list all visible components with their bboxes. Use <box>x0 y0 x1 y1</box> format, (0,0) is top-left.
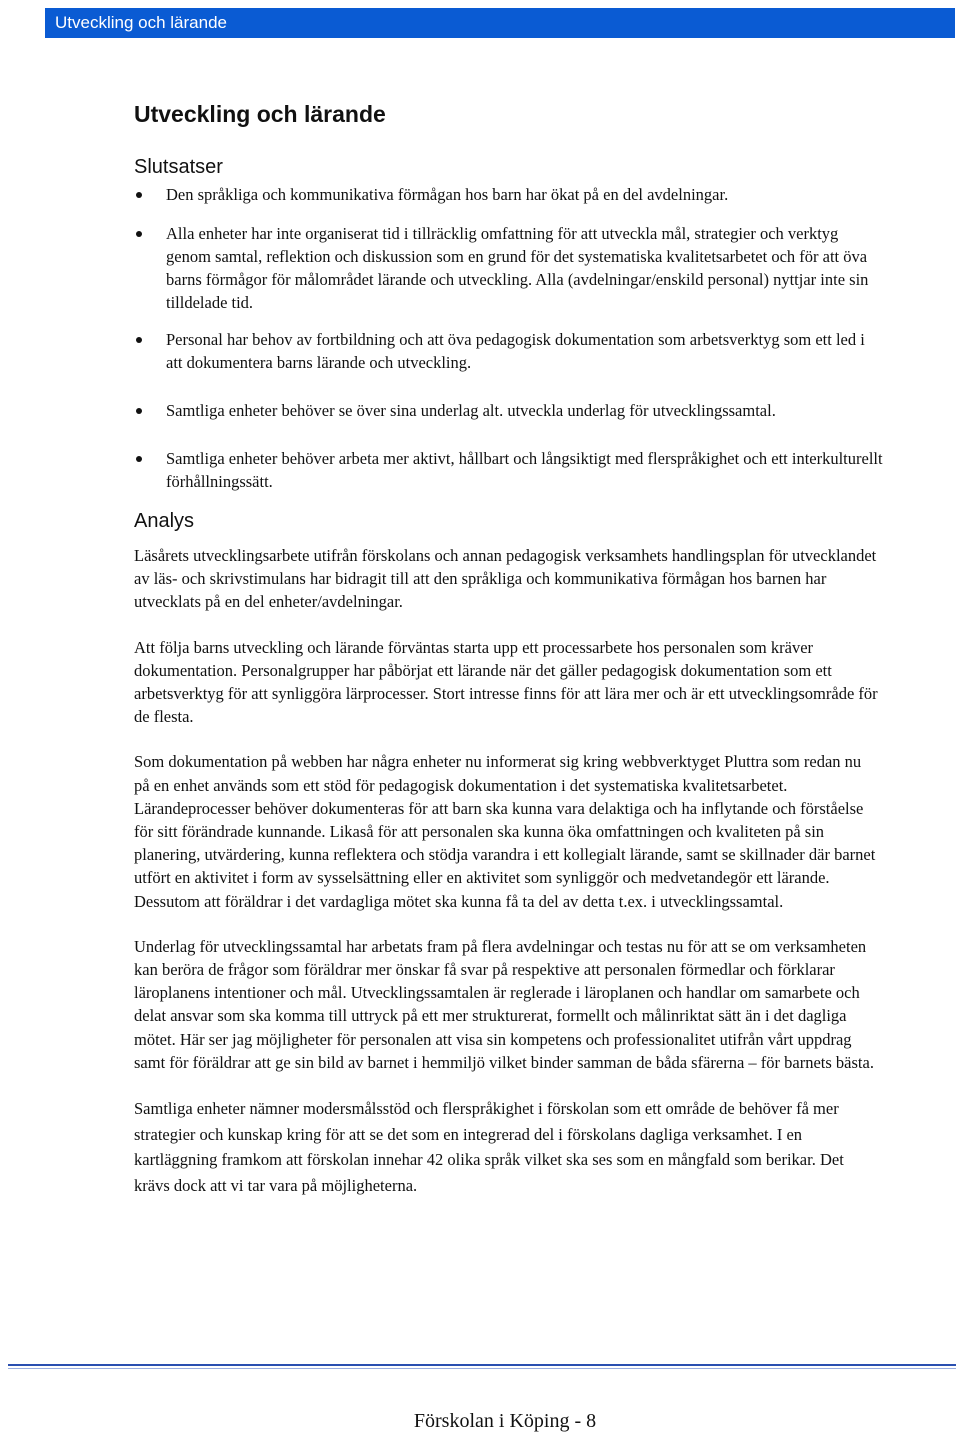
page-content <box>134 96 884 1220</box>
list-item <box>134 183 884 206</box>
list-item-text: Samtliga enheter behöver se över sina underlag alt. utveckla underlag för utvecklingssamtal. <box>166 401 776 420</box>
running-header-title: Utveckling och lärande <box>55 13 227 32</box>
footer-divider-thin <box>8 1368 956 1369</box>
conclusions-list <box>134 183 884 493</box>
list-item-text: Den språkliga och kommunikativa förmågan hos barn har ökat på en del avdelningar. <box>166 185 729 204</box>
page-title: Utveckling och lärande <box>134 101 386 127</box>
bullet-icon <box>136 192 142 198</box>
list-item <box>134 447 884 493</box>
list-item-text: Personal har behov av fortbildning och att öva pedagogisk dokumentation som arbetsverktyg som ett led i att dokumentera barns lärande och utveckling. <box>166 330 865 372</box>
list-item <box>134 399 884 422</box>
page-footer: Förskolan i Köping - 8 <box>413 1410 597 1432</box>
list-item-text: Samtliga enheter behöver arbeta mer aktivt, hållbart och långsiktigt med flerspråkighet och ett interkulturellt förhållningssätt. <box>166 449 883 491</box>
bullet-icon <box>136 456 142 462</box>
running-header <box>45 8 955 38</box>
bullet-icon <box>136 408 142 414</box>
analysis-paragraph: Lärandeprocesser behöver dokumenteras för att barn ska kunna vara delaktiga och ha inflytande och förståelse för sitt förändrade kunnande. Likaså för att personalen ska kunna öka omfattningen och kvaliteten på sin planering, utvärdering, kunna reflektera och stödja varandra i ett kollegialt lärande, samt se skillnader där barnet utfört en aktivitet i form av sysselsättning eller en aktivitet som synliggör och medvetandegör ett lärande. Dessutom att föräldrar i det vardagliga mötet ska kunna få ta del av detta t.ex. i utvecklingssamtal. <box>134 798 876 911</box>
analysis-paragraph: Att följa barns utveckling och lärande förväntas starta upp ett processarbete hos personalen som kräver dokumentation. Personalgrupper har påbörjat ett lärande när det gäller pedagogisk dokumentation som ett arbetsverktyg för att synliggöra lärprocesser. Stort intresse finns för att lära mer och är ett utvecklingsområde för de flesta. <box>134 637 878 727</box>
section-heading-slutsatser: Slutsatser <box>134 156 223 178</box>
analysis-paragraph: Som dokumentation på webben har några enheter nu informerat sig kring webbverktyget Pluttra som redan nu på en enhet används som ett stöd för pedagogisk dokumentation i det systematiska kvalitetsarbetet. <box>134 752 862 795</box>
analysis-paragraph: Samtliga enheter nämner modersmålsstöd och flerspråkighet i förskolan som ett område de behöver få mer strategier och kunskap kring för att se det som en integrerad del i förskolans dagliga verksamhet. I en kartläggning framkom att förskolan innehar 42 olika språk vilket ska ses som en mångfald som berikar. Det krävs dock att vi tar vara på möjligheterna. <box>134 1099 844 1195</box>
section-heading-analys: Analys <box>134 510 195 532</box>
bullet-icon <box>136 337 142 343</box>
list-item-text: Alla enheter har inte organiserat tid i tillräcklig omfattning för att utveckla mål, strategier och verktyg genom samtal, reflektion och diskussion som en grund för det systematiska kvalitetsarbetet och för att öva barns förmågor för målområdet lärande och utveckling. Alla (avdelningar/enskild personal) nyttjar inte sin tilldelade tid. <box>166 224 869 312</box>
list-item <box>134 328 884 374</box>
analysis-paragraph: Underlag för utvecklingssamtal har arbetats fram på flera avdelningar och testas nu för att se om verksamheten kan beröra de frågor som föräldrar mer önskar få svar på respektive att personalen förmedlar och förklarar läroplanens intentioner och mål. Utvecklingssamtalen är reglerade i läroplanen och handlar om samarbete och delat ansvar som ska komma till uttryck på ett mer strukturerat, formellt och målinriktat sätt än i det dagliga mötet. Här ser jag möjligheter för personalen att visa sin kompetens och professionalitet utifrån vårt uppdrag samt för föräldrar att ge sin bild av barnet i hemmiljö vilket binder samman de båda sfärerna – för barnets bästa. <box>134 936 874 1072</box>
analysis-paragraph: Läsårets utvecklingsarbete utifrån förskolans och annan pedagogisk verksamhets handlingsplan för utvecklandet av läs- och skrivstimulans har bidragit till att den språkliga och kommunikativa förmågan hos barnen har utvecklats på en del enheter/avdelningar. <box>134 546 877 612</box>
footer-divider <box>8 1364 956 1366</box>
list-item <box>134 222 884 314</box>
bullet-icon <box>136 231 142 237</box>
